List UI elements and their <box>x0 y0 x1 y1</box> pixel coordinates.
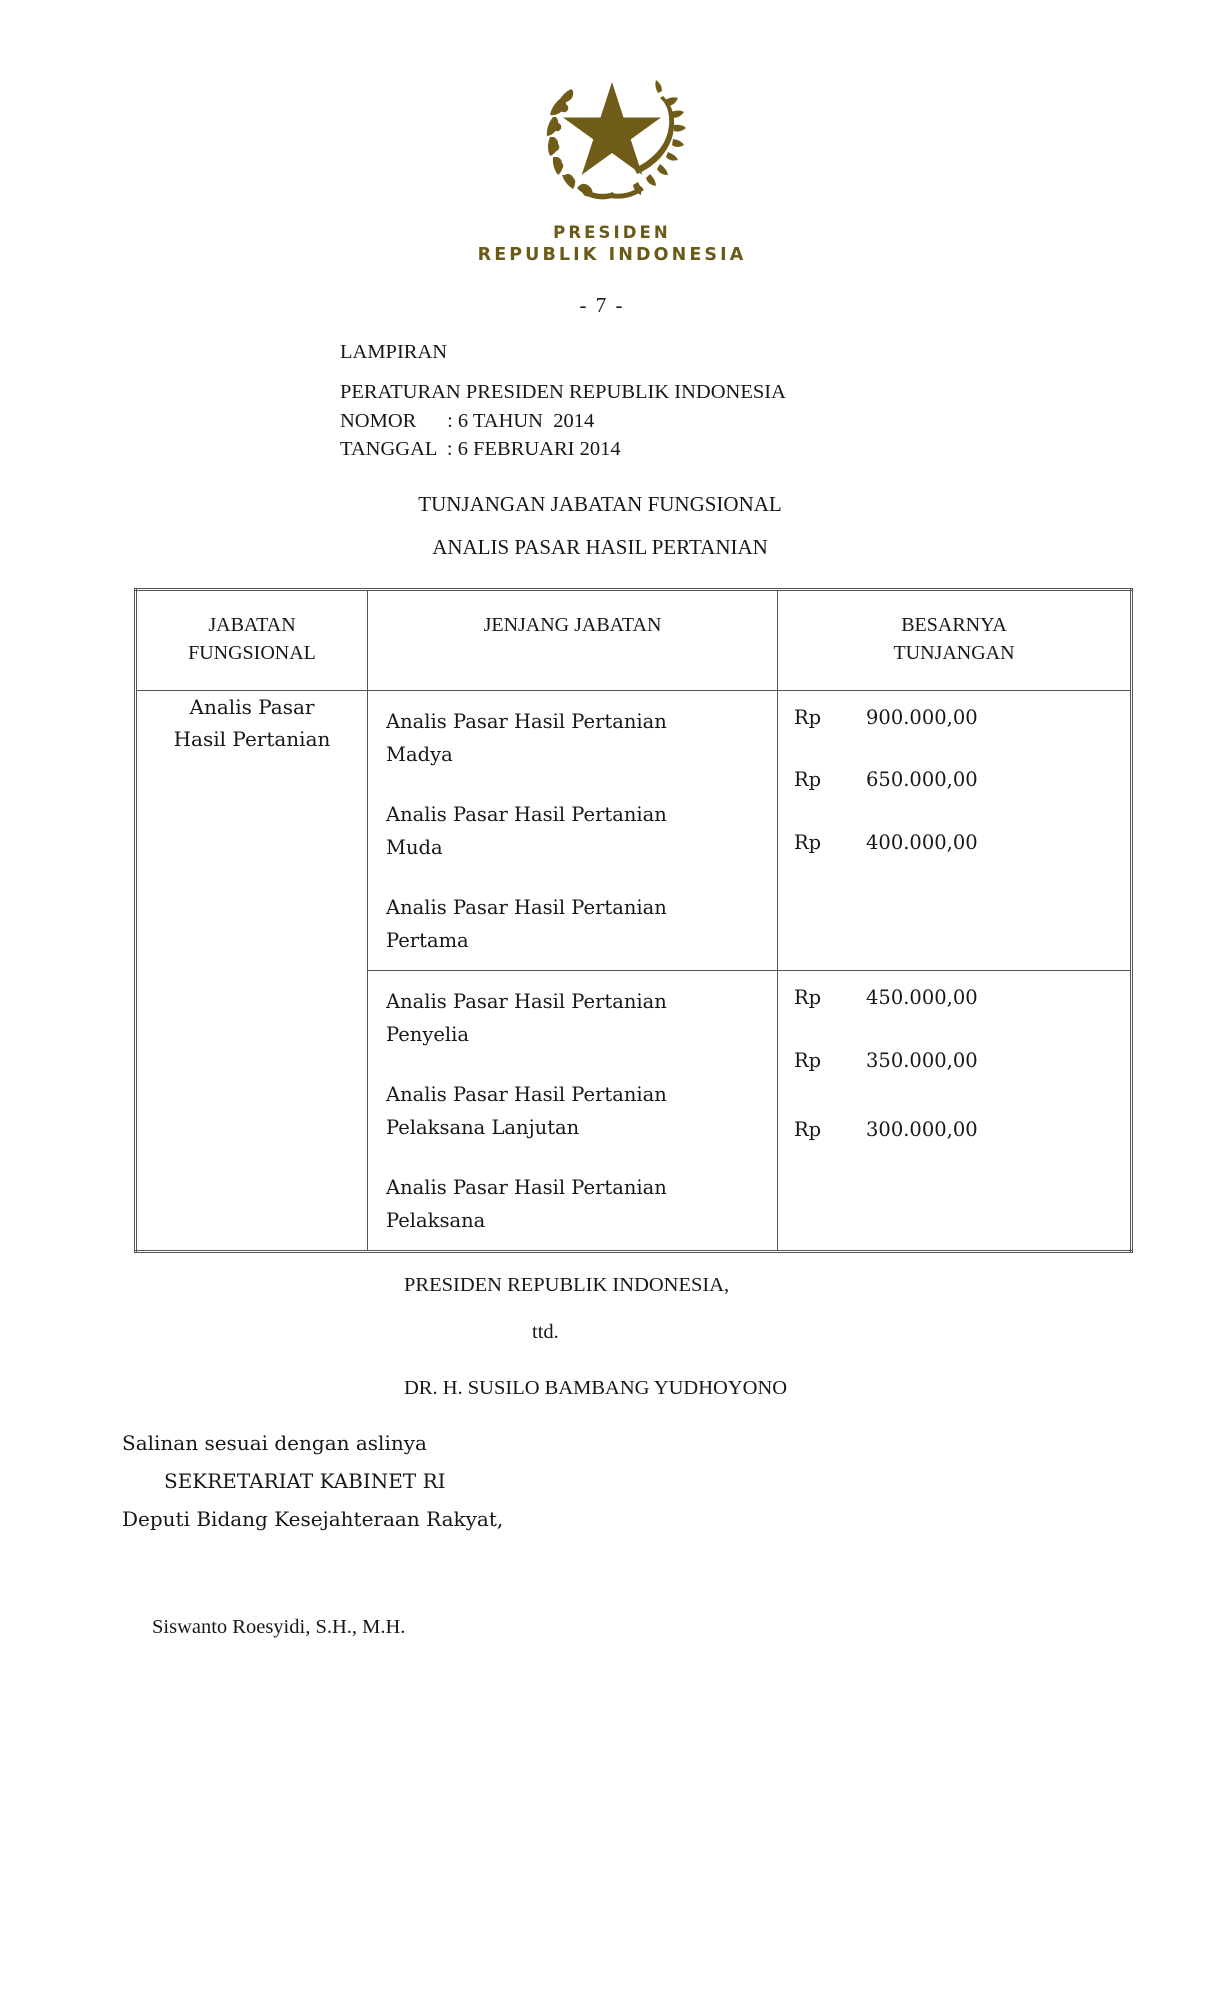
currency-label: Rp <box>794 705 822 729</box>
jenjang-item <box>368 691 777 784</box>
table-header-row <box>136 589 1132 690</box>
tunjangan-table <box>134 588 1133 1253</box>
jenjang-line-1: Analis Pasar Hasil Pertanian <box>386 709 667 733</box>
tunjangan-item <box>778 971 1130 1009</box>
certification-line-1: Salinan sesuai dengan aslinya <box>122 1430 427 1455</box>
jenjang-item <box>368 971 777 1064</box>
currency-label: Rp <box>794 1117 822 1141</box>
header-jabatan-fungsional-line-1: JABATAN <box>208 613 296 636</box>
document-title <box>0 491 1224 559</box>
cell-jenjang-group-1 <box>368 690 778 970</box>
cell-jenjang-group-2 <box>368 970 778 1251</box>
tunjangan-item <box>778 1009 1130 1072</box>
lampiran-block <box>0 342 1224 460</box>
signature-block <box>0 1275 1224 1399</box>
signature-ttd: ttd. <box>532 1320 559 1343</box>
header-jenjang-jabatan: JENJANG JABATAN <box>368 589 778 690</box>
letterhead <box>0 0 1224 267</box>
tunjangan-item <box>778 729 1130 791</box>
jenjang-line-2: Muda <box>386 836 443 860</box>
header-jabatan-fungsional <box>136 589 368 690</box>
lampiran-nomor: NOMOR : 6 TAHUN 2014 <box>340 409 595 432</box>
amount-value: 400.000,00 <box>866 830 978 854</box>
jenjang-line-1: Analis Pasar Hasil Pertanian <box>386 802 667 826</box>
jenjang-item <box>368 784 777 877</box>
document-title-line-1: TUNJANGAN JABATAN FUNGSIONAL <box>418 491 782 516</box>
tunjangan-item <box>778 691 1130 729</box>
jabatan-fungsional-line-1: Analis Pasar <box>189 694 315 719</box>
jenjang-item <box>368 1064 777 1157</box>
garuda-star-wreath-emblem <box>517 58 707 208</box>
header-besarnya-tunjangan-line-1: BESARNYA <box>901 613 1007 636</box>
page-number: - 7 - <box>579 292 625 317</box>
amount-value: 350.000,00 <box>866 1048 978 1072</box>
currency-label: Rp <box>794 830 822 854</box>
cell-tunjangan-group-1 <box>778 690 1132 970</box>
currency-label: Rp <box>794 985 822 1009</box>
jabatan-fungsional-line-2: Hasil Pertanian <box>173 727 331 752</box>
amount-value: 650.000,00 <box>866 767 978 791</box>
jenjang-line-2: Madya <box>386 743 453 767</box>
document-title-line-2: ANALIS PASAR HASIL PERTANIAN <box>432 534 768 559</box>
amount-value: 900.000,00 <box>866 705 978 729</box>
header-jabatan-fungsional-line-2: FUNGSIONAL <box>188 642 316 665</box>
certification-line-3: Deputi Bidang Kesejahteraan Rakyat, <box>122 1506 504 1531</box>
certification-line-2: SEKRETARIAT KABINET RI <box>164 1468 446 1493</box>
table-body <box>136 690 1132 1251</box>
lampiran-tanggal: TANGGAL : 6 FEBRUARI 2014 <box>340 438 621 461</box>
tunjangan-item <box>778 1072 1130 1141</box>
jenjang-item <box>368 1157 777 1250</box>
certification-block <box>0 1430 1224 1638</box>
signature-name: DR. H. SUSILO BAMBANG YUDHOYONO <box>404 1377 788 1400</box>
jenjang-line-2: Pelaksana <box>386 1209 486 1233</box>
jenjang-line-1: Analis Pasar Hasil Pertanian <box>386 989 667 1013</box>
amount-value: 450.000,00 <box>866 985 978 1009</box>
jenjang-line-1: Analis Pasar Hasil Pertanian <box>386 1175 667 1199</box>
jenjang-line-2: Pertama <box>386 929 469 953</box>
cell-jabatan-fungsional <box>136 690 368 1251</box>
jenjang-line-2: Pelaksana Lanjutan <box>386 1116 580 1140</box>
jenjang-line-1: Analis Pasar Hasil Pertanian <box>386 1082 667 1106</box>
header-besarnya-tunjangan-line-2: TUNJANGAN <box>893 642 1015 665</box>
table-row <box>136 690 1132 970</box>
header-besarnya-tunjangan <box>778 589 1132 690</box>
tunjangan-list-group-1 <box>778 691 1130 854</box>
jenjang-item <box>368 877 777 970</box>
tunjangan-item <box>778 791 1130 854</box>
letterhead-line-presiden: PRESIDEN <box>553 223 671 242</box>
table-header <box>136 589 1132 690</box>
cell-tunjangan-group-2 <box>778 970 1132 1251</box>
lampiran-regulation: PERATURAN PRESIDEN REPUBLIK INDONESIA <box>340 381 786 404</box>
tunjangan-list-group-2 <box>778 971 1130 1141</box>
certification-name: Siswanto Roesyidi, S.H., M.H. <box>152 1615 406 1638</box>
jenjang-line-2: Penyelia <box>386 1023 469 1047</box>
jenjang-line-1: Analis Pasar Hasil Pertanian <box>386 895 667 919</box>
currency-label: Rp <box>794 767 822 791</box>
amount-value: 300.000,00 <box>866 1117 978 1141</box>
jenjang-list-group-1 <box>368 691 777 970</box>
currency-label: Rp <box>794 1048 822 1072</box>
letterhead-line-republik-indonesia: REPUBLIK INDONESIA <box>477 244 747 265</box>
tunjangan-table-wrapper <box>0 588 1224 1253</box>
lampiran-label: LAMPIRAN <box>340 340 448 363</box>
jenjang-list-group-2 <box>368 971 777 1250</box>
signature-office: PRESIDEN REPUBLIK INDONESIA, <box>404 1274 730 1297</box>
